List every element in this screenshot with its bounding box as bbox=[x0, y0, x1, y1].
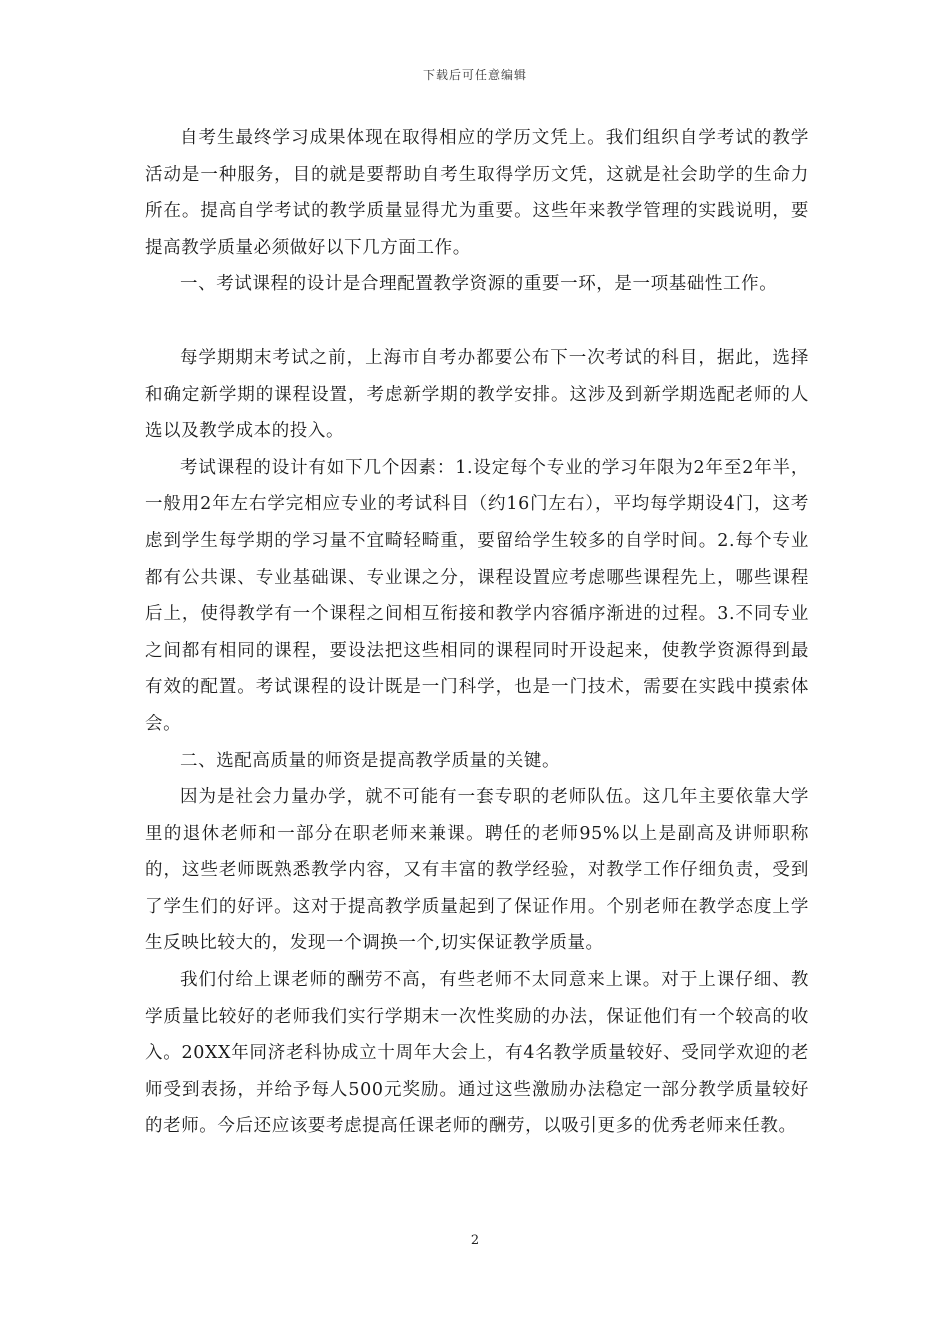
paragraph-exam-schedule: 每学期期末考试之前，上海市自考办都要公布下一次考试的科目，据此，选择和确定新学期的课程设置，考虑新学期的教学安排。这涉及到新学期选配老师的人选以及教学成本的投入。 bbox=[145, 347, 809, 442]
paragraph-teachers: 因为是社会力量办学，就不可能有一套专职的老师队伍。这几年主要依靠大学里的退休老师和一部分在职老师来兼课。聘任的老师95%以上是副高及讲师职称的，这些老师既熟悉教学内容，又有丰富的教学经验，对教学工作仔细负责，受到了学生们的好评。这对于提高教学质量起到了保证作用。个别老师在教学态度上学生反映比较大的，发现一个调换一个,切实保证教学质量。 bbox=[145, 787, 809, 954]
page-header: 下载后可任意编辑 bbox=[422, 68, 527, 82]
section-heading-2: 二、选配高质量的师资是提高教学质量的关键。 bbox=[180, 750, 561, 771]
page-number: 2 bbox=[470, 1233, 480, 1248]
paragraph-course-design: 考试课程的设计有如下几个因素：1.设定每个专业的学习年限为2年至2年半，一般用2年左右学完相应专业的考试科目（约16门左右），平均每学期设4门，这考虑到学生每学期的学习量不宜畸轻畸重，要留给学生较多的自学时间。2.每个专业都有公共课、专业基础课、专业课之分，课程设置应考虑哪些课程先上，哪些课程后上，使得教学有一个课程之间相互衔接和教学内容循序渐进的过程。3.不同专业之间都有相同的课程，要设法把这些相同的课程同时开设起来，使教学资源得到最有效的配置。考试课程的设计既是一门科学，也是一门技术，需要在实践中摸索体会。 bbox=[145, 457, 809, 734]
document-body bbox=[145, 120, 809, 1145]
section-heading-1: 一、考试课程的设计是合理配置教学资源的重要一环，是一项基础性工作。 bbox=[180, 274, 778, 295]
paragraph-rewards: 我们付给上课老师的酬劳不高，有些老师不太同意来上课。对于上课仔细、教学质量比较好的老师我们实行学期末一次性奖励的办法，保证他们有一个较高的收入。20XX年同济老科协成立十周年大会上，有4名教学质量较好、受同学欢迎的老师受到表扬，并给予每人500元奖励。通过这些激励办法稳定一部分教学质量较好的老师。今后还应该要考虑提高任课老师的酬劳，以吸引更多的优秀老师来任教。 bbox=[145, 970, 809, 1137]
blank-line bbox=[145, 303, 809, 340]
paragraph-intro: 自考生最终学习成果体现在取得相应的学历文凭上。我们组织自学考试的教学活动是一种服务，目的就是要帮助自考生取得学历文凭，这就是社会助学的生命力所在。提高自学考试的教学质量显得尤为重要。这些年来教学管理的实践说明，要提高教学质量必须做好以下几方面工作。 bbox=[145, 128, 809, 258]
